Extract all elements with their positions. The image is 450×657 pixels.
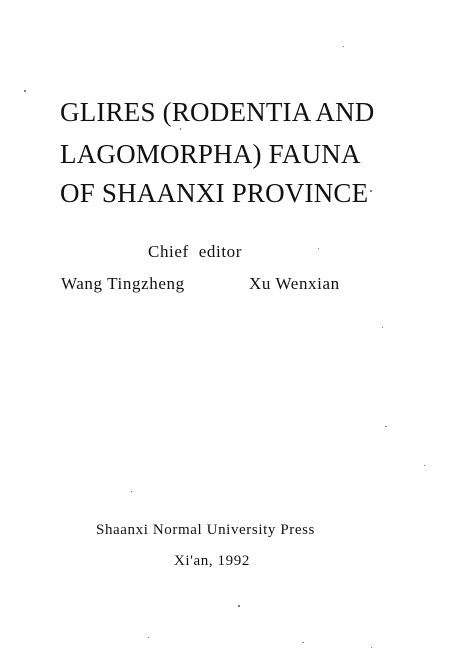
scan-speck — [302, 642, 304, 643]
scan-speck — [131, 491, 132, 492]
scan-speck — [385, 426, 387, 427]
scan-speck — [382, 327, 383, 328]
editor-name-2: Xu Wenxian — [249, 274, 340, 293]
scan-speck — [148, 637, 149, 638]
publisher-name: Shaanxi Normal University Press — [96, 522, 315, 538]
publication-place-year: Xi'an, 1992 — [174, 553, 250, 569]
scan-speck — [24, 90, 26, 92]
book-title-line-3: OF SHAANXI PROVINCE — [60, 178, 369, 208]
scan-speck — [238, 605, 240, 607]
chief-word: Chief — [148, 242, 189, 261]
scan-speck — [424, 465, 425, 466]
scan-speck — [371, 647, 372, 648]
book-title-line-1: GLIRES (RODENTIA AND — [60, 97, 375, 127]
chief-editor-label — [148, 243, 242, 260]
scan-speck — [180, 128, 181, 130]
scan-speck — [318, 248, 319, 249]
scan-speck — [370, 190, 372, 192]
editor-word: editor — [198, 242, 243, 261]
editor-name-1: Wang Tingzheng — [61, 274, 185, 293]
book-title-line-2: LAGOMORPHA) FAUNA — [60, 139, 361, 169]
scan-speck — [343, 46, 344, 47]
